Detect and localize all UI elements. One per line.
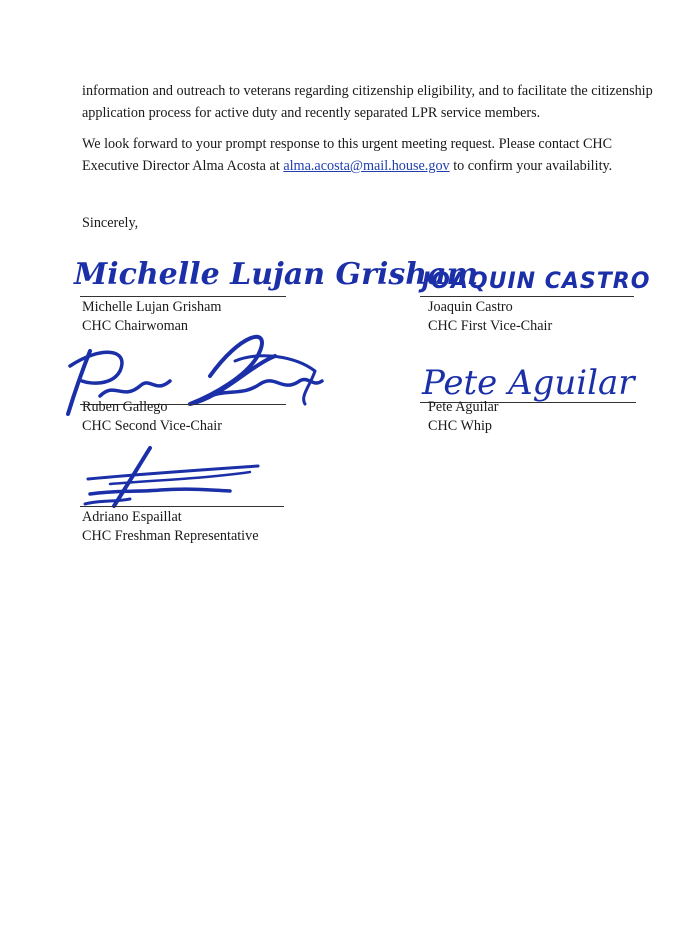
signature-adriano-espaillat [80, 444, 280, 509]
body-paragraph-1: information and outreach to veterans regarding citizenship eligibility, and to facilitate the citizenship application process for active duty and recently separated LPR service members. [82, 83, 653, 121]
signatory-joaquin [428, 298, 552, 336]
signature-michelle-lujan-grisham [72, 248, 479, 298]
closing-salutation: Sincerely, [82, 215, 139, 231]
signatory-pete [428, 398, 499, 436]
signature-joaquin-castro [418, 256, 651, 296]
signatory-title: CHC Whip [428, 418, 492, 434]
body-paragraph-2 [82, 133, 662, 177]
signatory-name: Adriano Espaillat [82, 509, 182, 525]
signature-joaquin-text: JOAQUIN CASTRO [422, 269, 651, 294]
paragraph-2-text-after: to confirm your availability. [449, 158, 613, 174]
email-link[interactable]: alma.acosta@mail.house.gov [283, 158, 450, 174]
signatory-name: Ruben Gallego [82, 399, 168, 415]
signatory-name: Pete Aguilar [428, 399, 499, 415]
signatory-name: Joaquin Castro [428, 299, 513, 315]
signatory-title: CHC Chairwoman [82, 318, 189, 334]
signature-michelle-text: Michelle Lujan Grisham [74, 257, 479, 292]
paragraph-2-text-before: We look forward to your prompt response to this urgent meeting request. Please contact CHC Executive Director Alma Acosta at [82, 136, 613, 174]
signature-pete-text: Pete Aguilar [422, 363, 635, 403]
signature-line-adriano [80, 506, 284, 507]
signatory-adriano [82, 508, 259, 546]
signature-line-joaquin [420, 296, 634, 297]
signatory-title: CHC Second Vice-Chair [82, 418, 222, 434]
signature-line-michelle [80, 296, 286, 297]
signatory-ruben [82, 398, 222, 436]
signatory-title: CHC Freshman Representative [82, 528, 259, 544]
signatory-title: CHC First Vice-Chair [428, 318, 553, 334]
signatory-name: Michelle Lujan Grisham [82, 299, 222, 315]
